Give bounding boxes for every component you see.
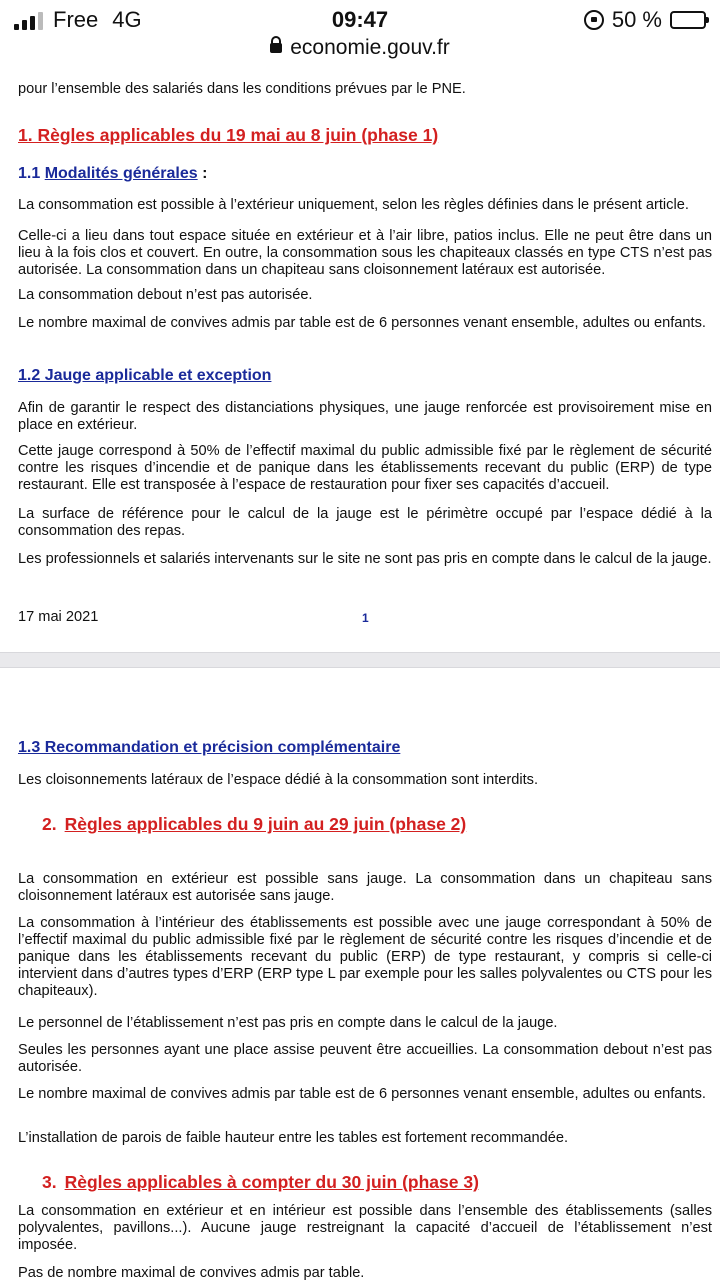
paragraph: La surface de référence pour le calcul de la jauge est le périmètre occupé par l’espace dédié à la consommation des repas. bbox=[18, 506, 712, 539]
section-3-number: 3. bbox=[42, 1172, 57, 1192]
paragraph: Celle-ci a lieu dans tout espace située en extérieur et à l’air libre, patios inclus. Elle ne peut être dans un lieu à la fois clos et couvert. En outre, la consommation sous les chapiteaux classés en type CTS n’est pas autorisée. La consommation dans un chapiteau sans cloisonnement latéraux est autorisée. bbox=[18, 228, 712, 278]
paragraph: Le nombre maximal de convives admis par table est de 6 personnes venant ensemble, adultes ou enfants. bbox=[18, 315, 706, 331]
battery-icon bbox=[670, 11, 706, 29]
section-1-1-number: 1.1 bbox=[18, 165, 41, 182]
signal-strength-icon bbox=[14, 10, 43, 30]
section-3-heading bbox=[42, 1172, 479, 1193]
carrier-name: Free bbox=[53, 7, 99, 32]
section-1-heading: 1. Règles applicables du 19 mai au 8 juin (phase 1) bbox=[18, 125, 439, 145]
url-text: economie.gouv.fr bbox=[290, 36, 450, 59]
section-2-title: Règles applicables du 9 juin au 29 juin (phase 2) bbox=[64, 814, 467, 834]
status-bar bbox=[0, 0, 720, 40]
rotation-lock-icon bbox=[584, 10, 604, 30]
page-separator bbox=[0, 652, 720, 668]
paragraph: La consommation debout n’est pas autorisée. bbox=[18, 287, 313, 303]
battery-percentage: 50 % bbox=[611, 7, 662, 32]
paragraph: La consommation en extérieur est possible sans jauge. La consommation dans un chapiteau sans cloisonnement latéraux est autorisée sans jauge. bbox=[18, 871, 712, 904]
paragraph: Pas de nombre maximal de convives admis par table. bbox=[18, 1265, 365, 1280]
paragraph: Le personnel de l’établissement n’est pas pris en compte dans le calcul de la jauge. bbox=[18, 1015, 558, 1031]
paragraph: Les cloisonnements latéraux de l’espace dédié à la consommation sont interdits. bbox=[18, 772, 538, 788]
paragraph: Le nombre maximal de convives admis par table est de 6 personnes venant ensemble, adultes ou enfants. bbox=[18, 1086, 706, 1102]
section-1-1-title: Modalités générales bbox=[44, 165, 198, 182]
paragraph: Cette jauge correspond à 50% de l’effectif maximal du public admissible fixé par le règlement de sécurité contre les risques d’incendie et de panique dans les établissements recevant du public (ERP) de type restaurant. Elle est transposée à l’espace de restauration pour fixer ses capacités d’accueil. bbox=[18, 443, 712, 493]
section-1-1-colon: : bbox=[197, 165, 208, 182]
status-right bbox=[584, 7, 706, 33]
footer-date: 17 mai 2021 bbox=[18, 609, 99, 625]
top-fragment: pour l’ensemble des salariés dans les conditions prévues par le PNE. bbox=[18, 81, 466, 97]
section-3-title: Règles applicables à compter du 30 juin (phase 3) bbox=[64, 1172, 479, 1192]
padlock-icon bbox=[270, 43, 282, 53]
network-type: 4G bbox=[112, 7, 142, 32]
section-1-1-heading bbox=[18, 165, 207, 183]
paragraph: La consommation en extérieur et en intérieur est possible dans l’ensemble des établissements (salles polyvalentes, pavillons...). Aucune jauge restreignant la capacité d’accueil de l’établissement n’est imposée. bbox=[18, 1203, 712, 1253]
paragraph: Les professionnels et salariés intervenants sur le site ne sont pas pris en compte dans le calcul de la jauge. bbox=[18, 551, 712, 567]
section-2-heading bbox=[42, 814, 466, 835]
status-left bbox=[14, 7, 142, 33]
paragraph: L’installation de parois de faible hauteur entre les tables est fortement recommandée. bbox=[18, 1130, 569, 1146]
paragraph: La consommation à l’intérieur des établissements est possible avec une jauge correspondant à 50% de l’effectif maximal du public admissible fixé par le règlement de sécurité contre les risques d’incendie et de panique dans les établissements recevant du public (ERP) de type restaurant, y compris si celle-ci intervient dans d’autres types d’ERP (ERP type L par exemple pour les salles polyvalentes ou CTS pour les chapiteaux). bbox=[18, 915, 712, 999]
paragraph: La consommation est possible à l’extérieur uniquement, selon les règles définies dans le présent article. bbox=[18, 197, 689, 213]
section-1-3-heading: 1.3 Recommandation et précision complémentaire bbox=[18, 739, 401, 756]
footer-page-number: 1 bbox=[362, 611, 369, 625]
clock: 09:47 bbox=[331, 7, 389, 32]
paragraph: Afin de garantir le respect des distanciations physiques, une jauge renforcée est provisoirement mise en place en extérieur. bbox=[18, 400, 712, 433]
address-bar[interactable] bbox=[0, 36, 720, 72]
paragraph: Seules les personnes ayant une place assise peuvent être accueillies. La consommation debout n’est pas autorisée. bbox=[18, 1042, 712, 1075]
section-2-number: 2. bbox=[42, 814, 57, 834]
section-1-2-heading: 1.2 Jauge applicable et exception bbox=[18, 367, 272, 384]
